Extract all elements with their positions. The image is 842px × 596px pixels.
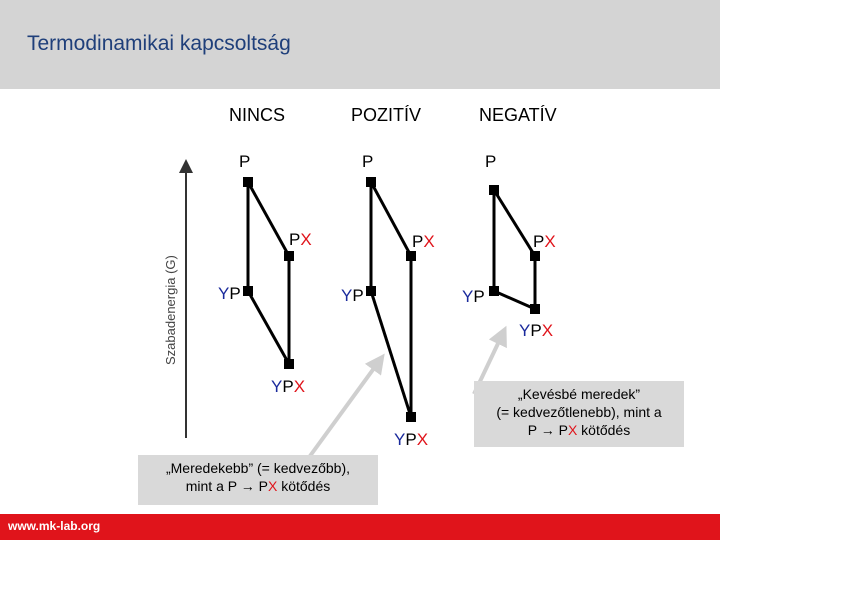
label-p-pozitiv: P [362,152,374,171]
callout-steeper-line2: mint a P → PX kötődés [185,478,331,494]
footer-url: www.mk-lab.org [8,519,101,533]
footer-bar [0,514,720,540]
label-px-pozitiv: PX [412,232,435,251]
column-header-pozitiv: POZITÍV [351,105,422,125]
label-ypx-nincs: YPX [271,377,306,396]
callout-left-pointer [310,360,380,456]
column-header-negativ: NEGATÍV [479,105,557,125]
callout-less-steep-line2: (= kedvezőtlenebb), mint a [496,404,662,420]
cycle-negativ [494,190,535,309]
callout-less-steep-line1: „Kevésbé meredek” [517,386,641,402]
label-px-nincs: PX [289,230,312,249]
callout-steeper [138,455,378,505]
label-px-negativ: PX [533,232,556,251]
cycle-pozitiv [371,182,411,417]
callout-less-steep [474,381,684,447]
slide-title: Termodinamikai kapcsoltság [27,32,291,55]
label-ypx-pozitiv: YPX [394,430,429,449]
label-yp-nincs: YP [218,284,241,303]
label-ypx-negativ: YPX [519,321,554,340]
column-header-nincs: NINCS [229,105,286,125]
axis-label: Szabadenergia (G) [163,255,178,365]
label-yp-pozitiv: YP [341,286,364,305]
callout-steeper-line1: „Meredekebb” (= kedvezőbb), [165,460,351,476]
nodes-nincs [243,177,294,369]
label-yp-negativ: YP [462,287,485,306]
cycle-nincs [248,182,289,364]
label-p-negativ: P [485,152,497,171]
callout-less-steep-line3: P → PX kötődés [527,422,631,438]
label-p-nincs: P [239,152,251,171]
